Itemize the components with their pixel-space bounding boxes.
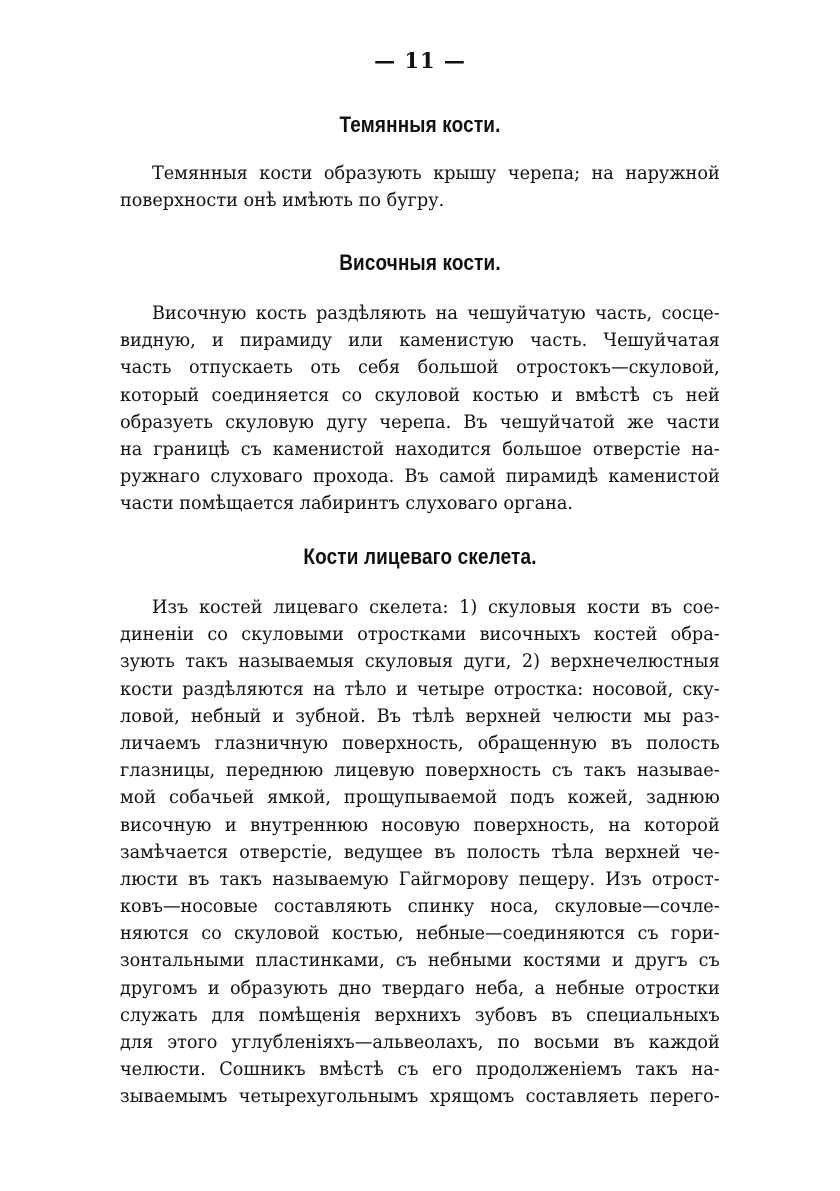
section-body [120,160,720,214]
text-line: височную и внутреннюю носовую поверхность, на которой [120,814,720,836]
section-temporal-bones [120,250,720,518]
text-line: видную, и пирамиду или каменистую часть. Чешуйчатая [120,330,720,352]
text-line: который соединяется со скуловой костью и вмѣстѣ съ ней [120,384,720,406]
text-line: образуеть скуловую дугу черепа. Въ чешуйчатой же части [120,411,720,433]
text-line: зують такъ называемыя скуловыя дуги, 2) верхнечелюстныя [120,651,720,673]
section-heading: Кости лицеваго скелета. [303,544,537,569]
text-line: замѣчается отверстіе, ведущее въ полость тѣла верхней че- [120,841,720,863]
section-facial-skeleton [120,544,720,1111]
text-line: ковъ—носовые составляють спинку носа, скуловые—сочле- [120,896,720,918]
text-line: служать для помѣщенія верхнихъ зубовъ въ специальныхъ [120,1004,720,1026]
section-heading: Темянныя кости. [339,112,501,137]
text-line: кости раздѣляются на тѣло и четыре отростка: носовой, ску- [120,678,720,700]
text-line: на границѣ съ каменистой находится большое отверстіе на- [120,438,720,460]
section-body [120,300,720,518]
text-line: личаемъ глазничную поверхность, обращенную въ полость [120,732,720,754]
text-line: Темянныя кости образують крышу черепа; на наружной [151,163,720,184]
text-line: часть отпускаеть оть себя большой отростокъ—скуловой, [120,357,720,379]
text-line: зываемымъ четырехугольнымъ хрящомъ составляеть перего- [120,1086,720,1108]
text-line: диненіи со скуловыми отростками височныхъ костей обра- [120,624,720,646]
text-line: части помѣщается лабиринтъ слуховаго органа. [120,493,574,515]
text-line: ружнаго слуховаго прохода. Въ самой пирамидѣ каменистой [120,466,720,488]
text-line: поверхности онѣ имѣють по бугру. [120,190,445,212]
text-line: зонтальными пластинками, съ небными костями и другъ съ [120,950,720,972]
text-line: для этого углубленіяхъ—альвеолахъ, по восьми въ каждой [120,1032,720,1053]
section-heading: Височныя кости. [339,250,501,275]
section-body [120,594,720,1111]
page-number: — 11 — [374,48,466,73]
section-parietal-bones [120,112,720,214]
text-line: челюсти. Сошникъ вмѣстѣ съ его продолженіемъ такъ на- [120,1059,720,1081]
text-line: другомъ и образують дно твердаго неба, а небные отростки [120,977,720,999]
text-line: мой собачьей ямкой, прощупываемой подъ кожей, заднюю [120,787,720,809]
text-line: Височную кость раздѣляють на чешуйчатую часть, сосце- [151,303,720,324]
text-line: Изъ костей лицеваго скелета: 1) скуловыя кости въ сое- [151,597,720,618]
text-line: ловой, небный и зубной. Въ тѣлѣ верхней челюсти мы раз- [120,705,720,727]
text-line: глазницы, переднюю лицевую поверхность съ такъ называе- [120,760,720,782]
text-line: няются со скуловой костью, небные—соединяются съ гори- [120,923,720,945]
text-line: люсти въ такъ называемую Гайгморову пещеру. Изъ отрост- [120,868,720,890]
